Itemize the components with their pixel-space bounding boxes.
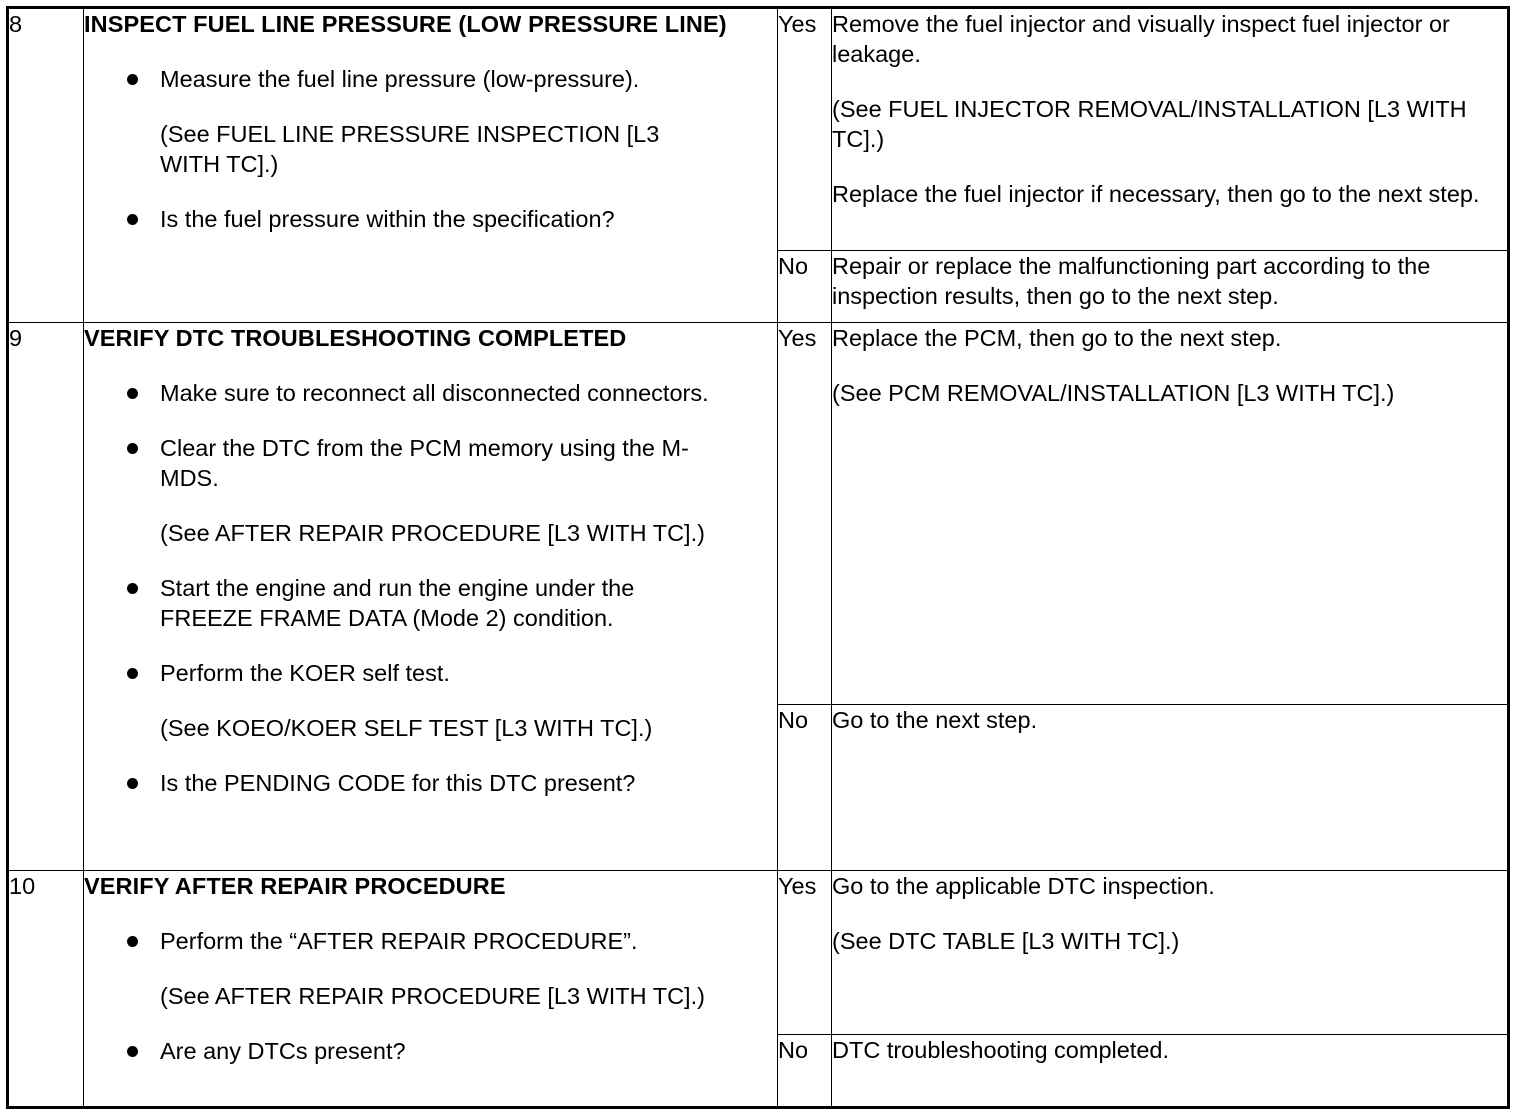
action-reference: (See AFTER REPAIR PROCEDURE [L3 WITH TC].) — [160, 520, 705, 546]
bullet-dot-icon — [127, 214, 138, 225]
result-text: Replace the fuel injector if necessary, then go to the next step. — [832, 181, 1480, 207]
bullet-dot-icon — [127, 936, 138, 947]
step-title: INSPECT FUEL LINE PRESSURE (LOW PRESSURE LINE) — [84, 11, 727, 37]
result-reference: (See PCM REMOVAL/INSTALLATION [L3 WITH TC].) — [832, 380, 1395, 406]
bullet-dot-icon — [127, 388, 138, 399]
result-reference: (See DTC TABLE [L3 WITH TC].) — [832, 928, 1180, 954]
action-bullet: Measure the fuel line pressure (low-pressure). — [84, 64, 777, 94]
action-bullet: Are any DTCs present? — [84, 1036, 777, 1066]
yes-label: Yes — [778, 871, 832, 1035]
step-number: 10 — [8, 871, 84, 1108]
step-number: 9 — [8, 323, 84, 871]
no-result — [832, 1035, 1509, 1108]
result-text: Remove the fuel injector and visually inspect fuel injector or leakage. — [832, 11, 1450, 67]
no-result — [832, 251, 1509, 323]
result-reference: (See FUEL INJECTOR REMOVAL/INSTALLATION [L3 WITH TC].) — [832, 96, 1467, 152]
action-bullet: Perform the “AFTER REPAIR PROCEDURE”. — [84, 926, 777, 956]
action-reference: (See FUEL LINE PRESSURE INSPECTION [L3 WITH TC].) — [160, 121, 660, 177]
step-actions — [84, 871, 778, 1108]
bullet-dot-icon — [127, 583, 138, 594]
action-bullet: Perform the KOER self test. — [84, 658, 777, 688]
action-bullet: Is the PENDING CODE for this DTC present? — [84, 768, 777, 798]
action-bullet: Is the fuel pressure within the specification? — [84, 204, 777, 234]
action-reference: (See AFTER REPAIR PROCEDURE [L3 WITH TC].) — [160, 983, 705, 1009]
bullet-dot-icon — [127, 778, 138, 789]
result-text: Go to the next step. — [832, 707, 1038, 733]
no-label: No — [778, 1035, 832, 1108]
troubleshooting-table — [6, 6, 1510, 1109]
action-bullet: Start the engine and run the engine under the FREEZE FRAME DATA (Mode 2) condition. — [84, 573, 777, 633]
step-row-yes — [8, 323, 1509, 705]
bullet-dot-icon — [127, 74, 138, 85]
yes-result — [832, 8, 1509, 251]
result-text: DTC troubleshooting completed. — [832, 1037, 1170, 1063]
action-reference: (See KOEO/KOER SELF TEST [L3 WITH TC].) — [160, 715, 653, 741]
yes-label: Yes — [778, 323, 832, 705]
no-label: No — [778, 705, 832, 871]
bullet-dot-icon — [127, 1046, 138, 1057]
action-bullet: Clear the DTC from the PCM memory using the M-MDS. — [84, 433, 777, 493]
action-bullet: Make sure to reconnect all disconnected connectors. — [84, 378, 777, 408]
result-text: Repair or replace the malfunctioning part according to the inspection results, then go to the next step. — [832, 253, 1431, 309]
step-number: 8 — [8, 8, 84, 323]
bullet-dot-icon — [127, 443, 138, 454]
step-title: VERIFY AFTER REPAIR PROCEDURE — [84, 873, 506, 899]
step-row-yes — [8, 8, 1509, 251]
yes-result — [832, 871, 1509, 1035]
step-title: VERIFY DTC TROUBLESHOOTING COMPLETED — [84, 325, 627, 351]
no-result — [832, 705, 1509, 871]
yes-result — [832, 323, 1509, 705]
step-actions — [84, 8, 778, 323]
step-row-yes — [8, 871, 1509, 1035]
result-text: Go to the applicable DTC inspection. — [832, 873, 1215, 899]
bullet-dot-icon — [127, 668, 138, 679]
no-label: No — [778, 251, 832, 323]
step-actions — [84, 323, 778, 871]
result-text: Replace the PCM, then go to the next step. — [832, 325, 1282, 351]
yes-label: Yes — [778, 8, 832, 251]
